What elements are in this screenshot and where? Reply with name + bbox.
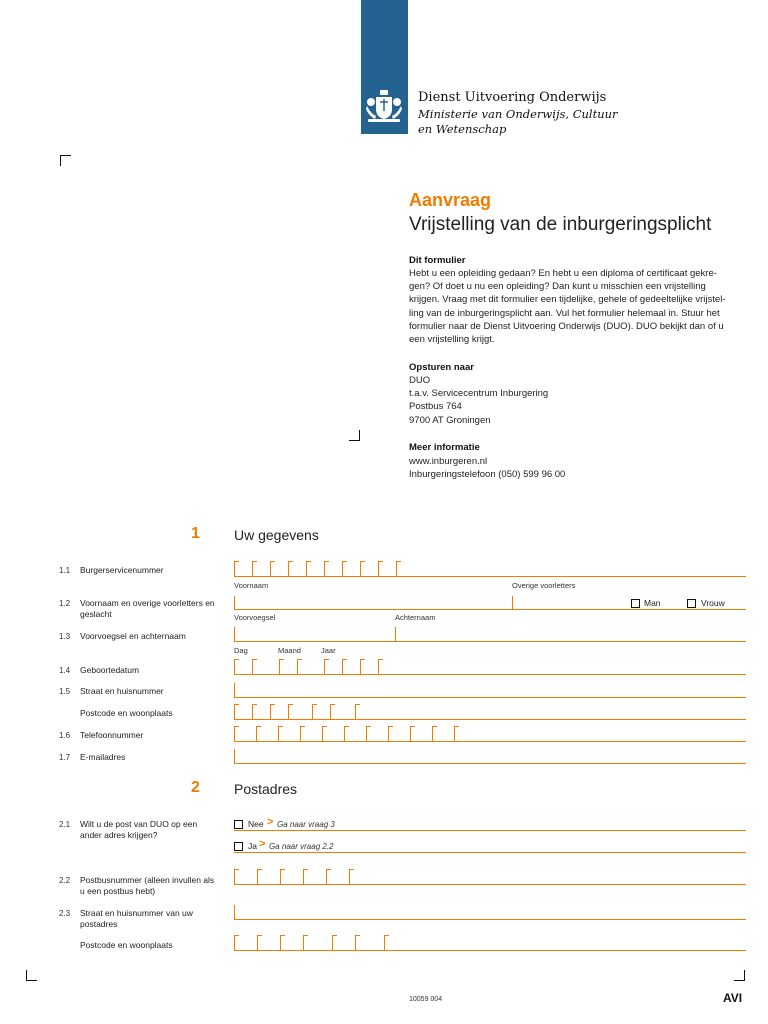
char-box[interactable]	[312, 704, 330, 720]
form-kind: Aanvraag	[409, 190, 492, 210]
field-tick	[234, 905, 235, 919]
digit-box[interactable]	[288, 561, 306, 577]
digit-box[interactable]	[360, 561, 378, 577]
char-box[interactable]	[280, 935, 303, 951]
email-underline	[234, 763, 746, 764]
intro-line: Hebt u een opleiding gedaan? En hebt u een diploma of certificaat gekre-	[409, 268, 717, 279]
form-code: 10059 004	[409, 996, 443, 1003]
digit-box[interactable]	[326, 869, 349, 885]
q-label-prefix-lastname: Voorvoegsel en achternaam	[80, 631, 186, 641]
phone-number: Inburgeringstelefoon (050) 599 96 00	[409, 469, 566, 481]
digit-box[interactable]	[300, 726, 322, 742]
option-woman: Vrouw	[701, 598, 725, 608]
digit-box[interactable]	[342, 561, 360, 577]
char-box[interactable]	[355, 935, 384, 951]
char-box[interactable]	[384, 935, 385, 951]
digit-box[interactable]	[360, 659, 378, 675]
q-label-bsn: Burgerservicenummer	[80, 565, 164, 575]
postal-street-input[interactable]	[236, 905, 742, 919]
digit-box[interactable]	[306, 561, 324, 577]
sublabel-day: Dag	[234, 646, 248, 655]
sublabel-year: Jaar	[321, 646, 336, 655]
arrow-icon: >	[259, 838, 266, 850]
sublabel-last-name: Achternaam	[395, 613, 436, 622]
birthdate-underline	[234, 674, 746, 675]
digit-box[interactable]	[257, 869, 280, 885]
more-info-heading: Meer informatie	[409, 442, 480, 453]
digit-box[interactable]	[278, 726, 300, 742]
sublabel-initials: Overige voorletters	[512, 581, 576, 590]
form-id: AVI	[723, 991, 743, 1005]
q-label-name-gender: Voornaam en overige voorletters en geslacht	[80, 598, 215, 619]
char-box[interactable]	[332, 935, 355, 951]
digit-box[interactable]	[234, 726, 256, 742]
first-name-input[interactable]	[236, 596, 508, 610]
address-line: t.a.v. Servicecentrum Inburgering	[409, 388, 549, 400]
checkbox-man[interactable]	[631, 599, 640, 608]
no-underline	[234, 830, 746, 831]
intro-line: krijgen. Vraag met dit formulier een tijdelijke, gehele of gedeeltelijke vrijstel-	[409, 294, 726, 306]
q-number: 1.7	[59, 753, 71, 762]
field-tick	[234, 749, 235, 763]
field-tick	[234, 596, 235, 610]
crest-icon	[364, 88, 404, 124]
digit-box[interactable]	[432, 726, 454, 742]
postal-postcode-field[interactable]	[234, 935, 385, 951]
arrow-icon: >	[267, 816, 274, 828]
char-box[interactable]	[234, 704, 252, 720]
digit-box[interactable]	[252, 659, 279, 675]
last-name-input[interactable]	[397, 627, 742, 641]
goto-no: Ga naar vraag 3	[277, 820, 335, 829]
yes-underline	[234, 852, 746, 853]
q-number: 1.2	[59, 599, 71, 608]
intro-text	[409, 267, 749, 346]
digit-box[interactable]	[252, 561, 270, 577]
checkbox-yes[interactable]	[234, 842, 243, 851]
email-input[interactable]	[236, 749, 742, 763]
address-line: DUO	[409, 375, 431, 386]
q-label-birthdate: Geboortedatum	[80, 665, 140, 675]
website-link[interactable]: www.inburgeren.nl	[409, 456, 488, 467]
digit-box[interactable]	[280, 869, 303, 885]
field-tick	[512, 596, 513, 610]
intro-heading: Dit formulier	[409, 255, 466, 266]
digit-box[interactable]	[349, 869, 350, 885]
org-name: Dienst Uitvoering Onderwijs	[418, 90, 607, 105]
address-line: 9700 AT Groningen	[409, 414, 491, 426]
more-info-text	[409, 455, 749, 481]
send-to-address	[409, 374, 749, 427]
digit-box[interactable]	[378, 659, 379, 675]
q-label-street: Straat en huisnummer	[80, 686, 164, 696]
crop-mark-bottom-left	[26, 970, 37, 981]
section-1-title: Uw gegevens	[234, 527, 319, 543]
char-box[interactable]	[330, 704, 355, 720]
q-label-phone: Telefoonnummer	[80, 730, 144, 740]
sublabel-month: Maand	[278, 646, 301, 655]
postal-street-underline	[234, 919, 746, 920]
digit-box[interactable]	[256, 726, 278, 742]
q-number: 1.6	[59, 731, 71, 740]
lastname-underline	[234, 641, 746, 642]
intro-line: ling van de inburgeringsplicht aan. Vul het formulier helemaal in. Stuur het	[409, 307, 720, 319]
q-label-pobox: Postbusnummer (alleen invullen als u een postbus hebt)	[80, 875, 215, 896]
phone-field[interactable]	[234, 726, 455, 742]
send-to-heading: Opsturen naar	[409, 362, 474, 373]
q-number: 1.3	[59, 632, 71, 641]
char-box[interactable]	[288, 704, 312, 720]
char-box[interactable]	[252, 704, 270, 720]
street-underline	[234, 697, 746, 698]
goto-yes: Ga naar vraag 2.2	[269, 842, 334, 851]
digit-box[interactable]	[303, 869, 326, 885]
option-no: Nee	[248, 819, 264, 829]
q-number: 1.5	[59, 687, 71, 696]
intro-line: formulier naar de Dienst Uitvoering Onderwijs (DUO). DUO bekijkt dan of u	[409, 320, 724, 332]
section-1-number: 1	[191, 525, 200, 542]
char-box[interactable]	[270, 704, 288, 720]
checkbox-no[interactable]	[234, 820, 243, 829]
sublabel-first-name: Voornaam	[234, 581, 269, 590]
birthdate-field[interactable]	[234, 659, 379, 675]
intro-line: een vrijstelling krijgt.	[409, 334, 495, 346]
char-box[interactable]	[303, 935, 332, 951]
crop-mark-mid	[349, 430, 360, 441]
digit-box[interactable]	[322, 726, 344, 742]
digit-box[interactable]	[270, 561, 288, 577]
q-label-postcode: Postcode en woonplaats	[80, 708, 173, 718]
q-label-other-address: Wilt u de post van DUO op een ander adres krijgen?	[80, 819, 198, 840]
sublabel-prefix: Voorvoegsel	[234, 613, 276, 622]
option-yes: Ja	[248, 841, 257, 851]
digit-box[interactable]	[342, 659, 360, 675]
name-underline	[234, 609, 746, 610]
postcode-underline	[234, 719, 746, 720]
q-number: 2.1	[59, 820, 71, 829]
section-2-number: 2	[191, 779, 200, 796]
digit-box[interactable]	[234, 869, 257, 885]
q-label-postal-postcode: Postcode en woonplaats	[80, 940, 173, 950]
field-tick	[395, 627, 396, 641]
digit-box[interactable]	[324, 561, 342, 577]
field-tick	[234, 627, 235, 641]
q-number: 1.4	[59, 666, 71, 675]
digit-box[interactable]	[454, 726, 455, 742]
digit-box[interactable]	[234, 659, 252, 675]
char-box[interactable]	[355, 704, 356, 720]
initials-input[interactable]	[514, 596, 624, 610]
char-box[interactable]	[257, 935, 280, 951]
q-label-email: E-mailadres	[80, 752, 126, 762]
digit-box[interactable]	[297, 659, 324, 675]
pobox-underline	[234, 884, 746, 885]
postcode-field[interactable]	[234, 704, 356, 720]
digit-box[interactable]	[410, 726, 432, 742]
bsn-underline	[234, 576, 746, 577]
intro-line: gen? Of doet u nu een opleiding? Dan kunt u misschien een vrijstelling	[409, 281, 706, 293]
digit-box[interactable]	[279, 659, 297, 675]
ministry-name: Ministerie van Onderwijs, Cultuur en Wetenschap	[418, 107, 618, 136]
digit-box[interactable]	[234, 561, 252, 577]
phone-underline	[234, 741, 746, 742]
pobox-field[interactable]	[234, 869, 350, 885]
bsn-field[interactable]	[234, 561, 397, 577]
q-number: 2.2	[59, 876, 71, 885]
digit-box[interactable]	[324, 659, 342, 675]
digit-box[interactable]	[396, 561, 397, 577]
prefix-input[interactable]	[236, 627, 391, 641]
form-title: Vrijstelling van de inburgeringsplicht	[409, 214, 712, 235]
digit-box[interactable]	[366, 726, 388, 742]
digit-box[interactable]	[344, 726, 366, 742]
field-tick	[234, 683, 235, 697]
postal-postcode-underline	[234, 950, 746, 951]
crop-mark-top-left	[60, 155, 71, 166]
crop-mark-bottom-right	[734, 970, 745, 981]
section-2-title: Postadres	[234, 781, 298, 797]
char-box[interactable]	[234, 935, 257, 951]
digit-box[interactable]	[378, 561, 396, 577]
option-man: Man	[644, 598, 661, 608]
street-input[interactable]	[236, 683, 742, 697]
checkbox-woman[interactable]	[687, 599, 696, 608]
q-number: 2.3	[59, 909, 71, 918]
address-line: Postbus 764	[409, 401, 462, 413]
q-number: 1.1	[59, 566, 71, 575]
digit-box[interactable]	[388, 726, 410, 742]
q-label-postal-street: Straat en huisnummer van uw postadres	[80, 908, 193, 929]
